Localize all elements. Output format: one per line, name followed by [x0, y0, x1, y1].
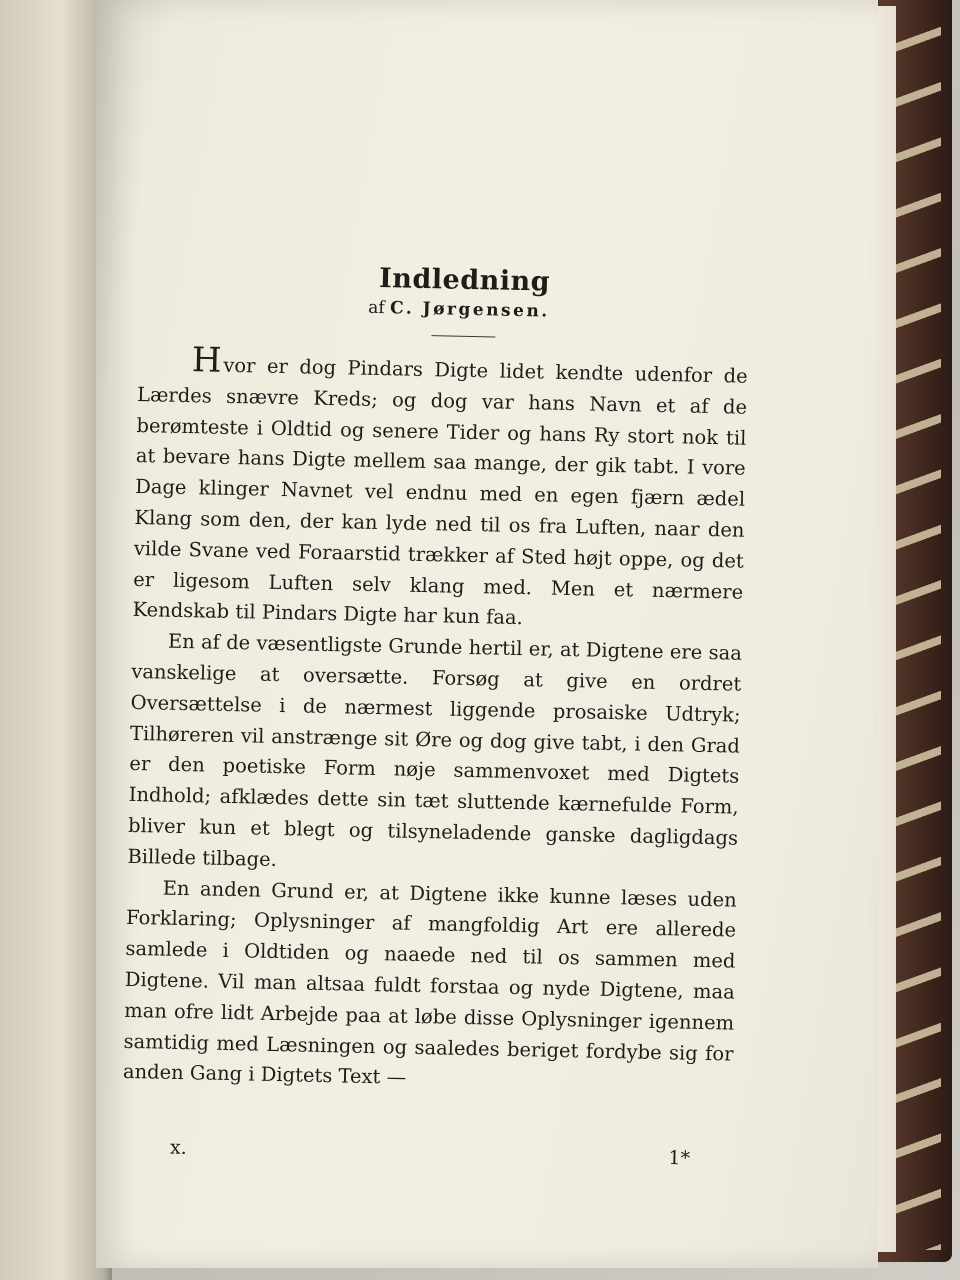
- paragraph-1: [132, 340, 748, 639]
- byline-author: C. Jørgensen.: [389, 298, 550, 322]
- byline-prefix: af: [368, 297, 385, 319]
- chapter-title: Indledning: [378, 263, 551, 298]
- title-rule: [431, 335, 495, 337]
- paragraph-1-text: vor er dog Pindars Digte lidet kendte udenfor de Lærdes snævre Kreds; og dog var hans Navn et af de berømteste i Oldtid og senere Tider og hans Ry stort nok til at bevare hans Digte mellem saa mange, der gik tabt. I vore Dage klinger Navnet vel endnu med en egen fjærn ædel Klang som den, der kan lyde ned til os fra Luften, naar den vilde Svane ved Foraarstid trækker af Sted højt oppe, og det er ligesom Luften selv klang med. Men et nærmere Kendskab til Pindars Digte har kun faa.: [132, 353, 748, 630]
- paragraph-2: En af de væsentligste Grunde hertil er, at Digtene ere saa vanskelige at oversætte. Forsøg at give en ordret Oversættelse i de nærmest liggende prosaiske Udtryk; Tilhøreren vil anstrænge sit Øre og dog give tabt, i den Grad er den poetiske Form nøje sammenvoxet med Digtets Indhold; afklædes dette sin tæt sluttende kærnefulde Form, bliver kun et blegt og tilsyneladende ganske dagligdags Billede tilbage.: [127, 629, 743, 871]
- page-content: [123, 258, 750, 1101]
- page-number: 1*: [668, 1146, 691, 1170]
- drop-cap: H: [191, 340, 222, 381]
- paragraph-3: En anden Grund er, at Digtene ikke kunne læses uden Forklaring; Oplysninger af mangfoldig Art ere allerede samlede i Oldtiden og naaede ned til os sammen med Digtene. Vil man altsaa fuldt forstaa og nyde Digtene, maa man ofre lidt Arbejde paa at løbe disse Oplysninger igennem samtidig med Læsningen og saaledes beriget fordybe sig for anden Gang i Digtets Text —: [122, 876, 737, 1090]
- cover-pattern: [895, 20, 941, 1250]
- signature-mark: x.: [169, 1136, 188, 1159]
